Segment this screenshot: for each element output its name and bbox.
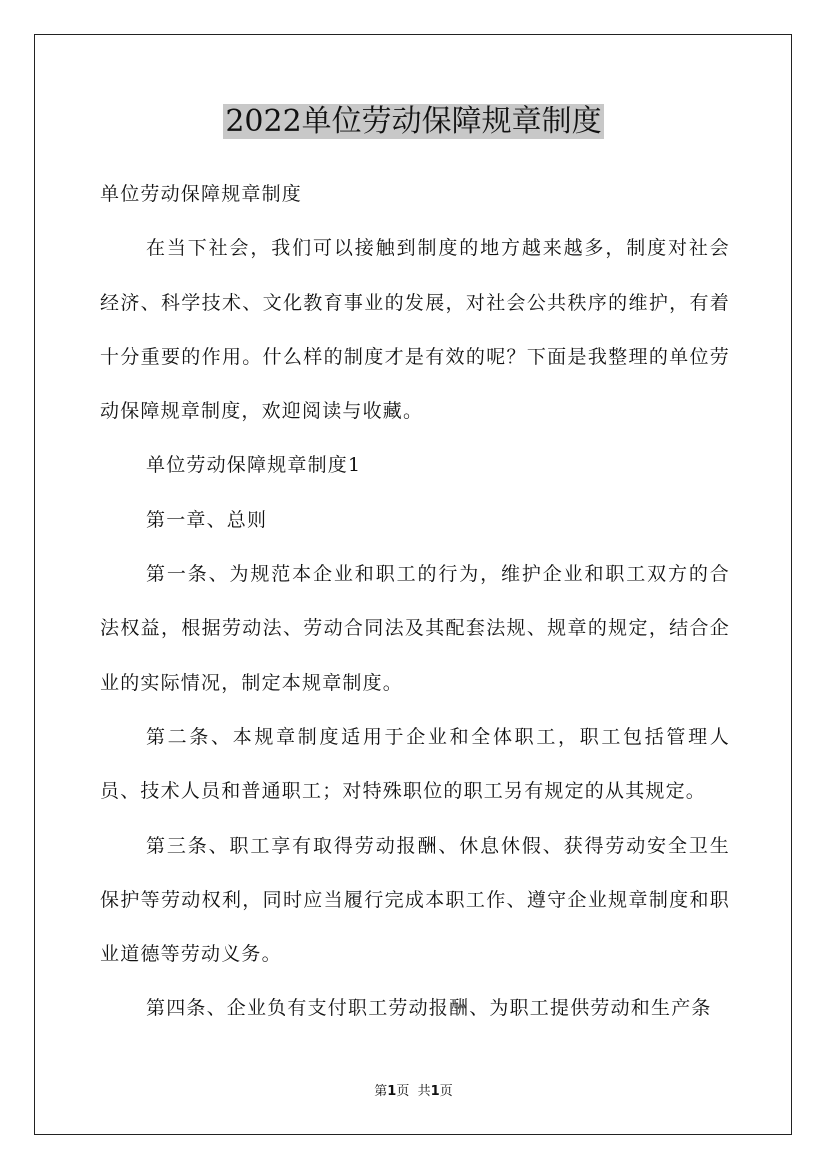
document-title bbox=[0, 100, 827, 144]
footer-page-prefix: 第 bbox=[374, 1084, 388, 1099]
footer-total-suffix: 页 bbox=[439, 1084, 453, 1099]
footer-total-prefix: 共 bbox=[417, 1084, 431, 1099]
footer-total-pages: 1 bbox=[430, 1084, 440, 1099]
document-body bbox=[100, 167, 730, 1036]
paragraph-chapter-heading: 第一章、总则 bbox=[146, 508, 268, 531]
document-title-text: 2022单位劳动保障规章制度 bbox=[225, 104, 602, 139]
paragraph-intro: 在当下社会，我们可以接触到制度的地方越来越多，制度对社会经济、科学技术、文化教育事业的发展，对社会公共秩序的维护，有着十分重要的作用。什么样的制度才是有效的呢？下面是我整理的单位劳动保障规章制度，欢迎阅读与收藏。 bbox=[100, 237, 730, 423]
page-footer bbox=[0, 1083, 827, 1101]
paragraph-article-1: 第一条、为规范本企业和职工的行为，维护企业和职工双方的合法权益，根据劳动法、劳动合同法及其配套法规、规章的规定，结合企业的实际情况，制定本规章制度。 bbox=[100, 563, 730, 694]
paragraph-article-4: 第四条、企业负有支付职工劳动报酬、为职工提供劳动和生产条 bbox=[146, 997, 712, 1020]
footer-page-suffix: 页 bbox=[396, 1084, 410, 1099]
paragraph-article-3: 第三条、职工享有取得劳动报酬、休息休假、获得劳动安全卫生保护等劳动权利，同时应当履行完成本职工作、遵守企业规章制度和职业道德等劳动义务。 bbox=[100, 834, 730, 966]
paragraph-article-2: 第二条、本规章制度适用于企业和全体职工，职工包括管理人员、技术人员和普通职工；对特殊职位的职工另有规定的从其规定。 bbox=[100, 725, 730, 803]
paragraph-section-heading: 单位劳动保障规章制度1 bbox=[146, 454, 362, 477]
footer-page-number: 1 bbox=[387, 1084, 397, 1099]
paragraph-subtitle: 单位劳动保障规章制度 bbox=[100, 183, 303, 205]
